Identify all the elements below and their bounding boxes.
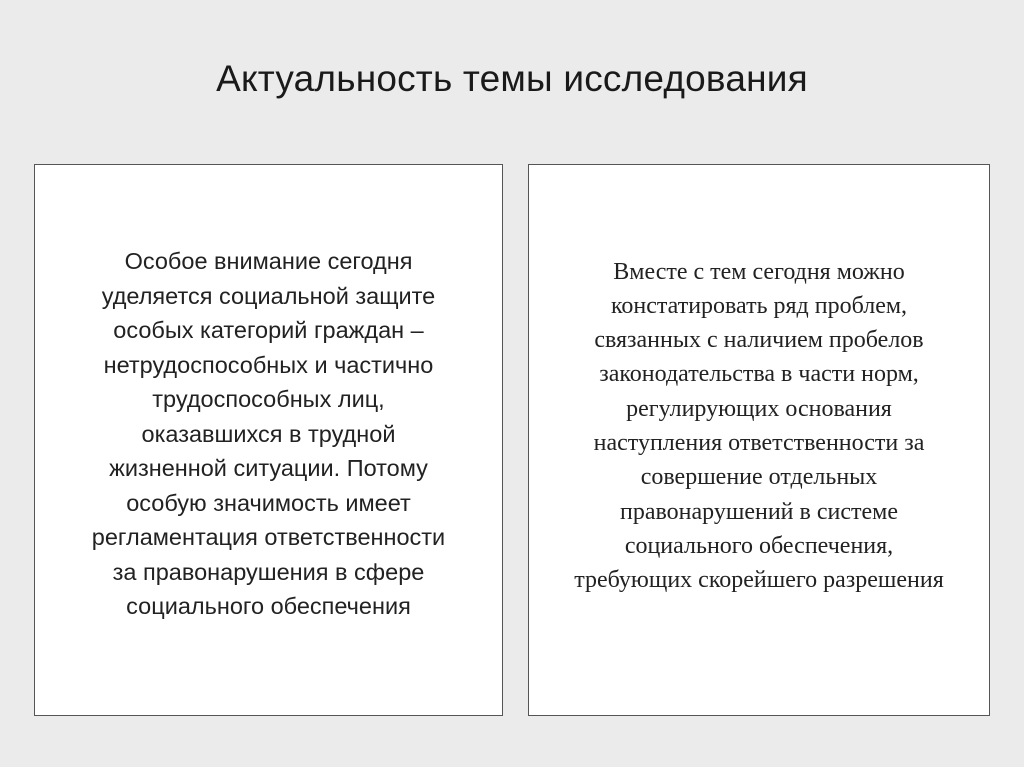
right-panel-line: регулирующих основания <box>626 395 892 422</box>
right-panel-line: наступления ответственности за <box>593 430 925 456</box>
left-panel-text <box>49 244 489 624</box>
left-panel-line: регламентация ответственности <box>91 524 446 551</box>
right-panel-line: требующих скорейшего разрешения <box>574 567 944 594</box>
right-panel-line: совершение отдельных <box>640 464 878 491</box>
right-panel-line: правонарушений в системе <box>620 498 898 525</box>
left-panel-line: трудоспособных лиц, <box>152 386 385 413</box>
right-panel-line: Вместе с тем сегодня можно <box>613 258 905 285</box>
left-panel-line: особых категорий граждан – <box>113 317 424 344</box>
left-panel-line: жизненной ситуации. Потому <box>109 455 428 482</box>
left-panel-line: особую значимость имеет <box>126 489 411 516</box>
left-panel-line: уделяется социальной защите <box>101 282 436 309</box>
slide-title: Актуальность темы исследования <box>216 58 808 99</box>
left-text-panel <box>34 164 503 716</box>
right-panel-text <box>534 255 984 598</box>
right-panel-line: социального обеспечения, <box>624 532 894 559</box>
left-panel-line: за правонарушения в сфере <box>112 558 425 585</box>
left-panel-line: социального обеспечения <box>126 593 411 620</box>
right-panel-line: констатировать ряд проблем, <box>610 292 908 319</box>
left-panel-line: оказавшихся в трудной <box>141 420 396 447</box>
right-panel-line: связанных с наличием пробелов <box>594 327 924 354</box>
left-panel-line: нетрудоспособных и частично <box>103 351 434 378</box>
left-panel-line: Особое внимание сегодня <box>124 248 413 275</box>
right-text-panel <box>528 164 990 716</box>
right-panel-line: законодательства в части норм, <box>599 361 919 388</box>
